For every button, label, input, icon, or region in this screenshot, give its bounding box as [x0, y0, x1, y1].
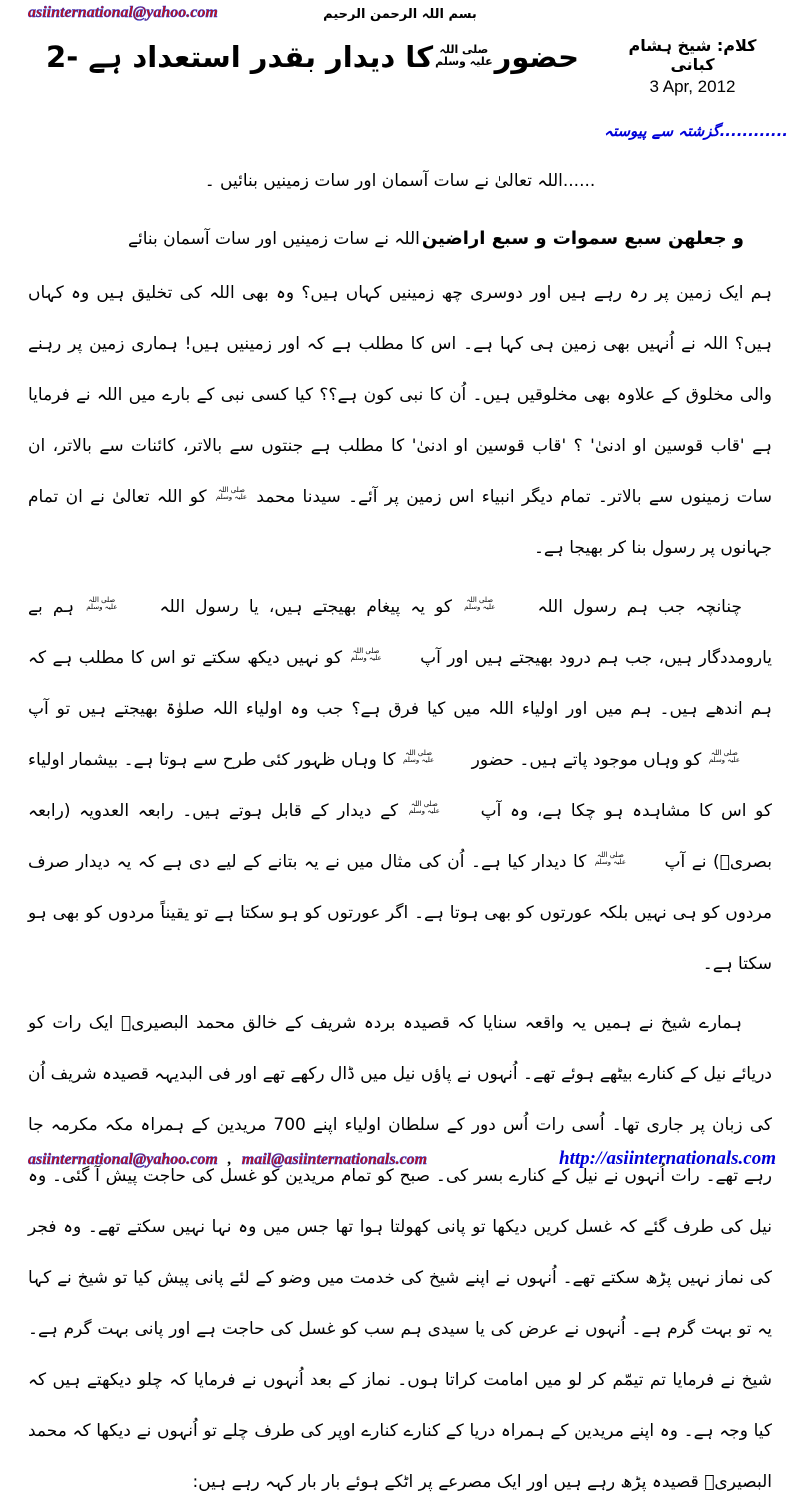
arabic-quote: و جعلهن سبع سموات و سبع اراضين: [421, 228, 744, 249]
salawat-honorific-icon: صلی اللہ علیہ وسلم: [86, 595, 118, 611]
header-email-link[interactable]: asiinternational@yahoo.com: [28, 4, 218, 21]
footer-emails: [28, 1151, 427, 1169]
page-title-pre: حضور: [494, 40, 579, 74]
footer-email-mail-link[interactable]: mail@asiinternationals.com: [241, 1151, 428, 1168]
continued-from-previous-note: ............گزشتہ سے پیوستہ: [604, 122, 788, 140]
bismillah-text: بسم اللہ الرحمن الرحیم: [323, 7, 477, 22]
quote-translation: اللہ نے سات زمینیں اور سات آسمان بنائے: [128, 229, 420, 249]
date-text: 3 Apr, 2012: [649, 77, 736, 96]
page-title: [20, 34, 605, 74]
page-title-post: کا دیدار بقدر استعداد ہے -2: [46, 40, 434, 74]
salawat-honorific-icon: صلی اللہ علیہ وسلم: [403, 748, 435, 764]
document-body: [28, 150, 772, 1508]
title-row: [20, 34, 780, 97]
paragraph-1: ہم ایک زمین پر رہ رہے ہیں اور دوسری چھ زمینیں کہاں ہیں؟ وہ بھی اللہ کی تخلیق ہیں وہ کہاں ہیں؟ اللہ نے اُنہیں بھی زمین ہی کہا ہے۔ اس کا مطلب ہے کہ اور زمینیں ہیں! ہماری زمین پر رہنے والی مخلوق کے علاوہ بھی مخلوقیں ہیں۔ اُن کا نبی کون ہے؟؟ کیا کسی نبی کے بارے میں اللہ نے فرمایا ہے 'قاب قوسین او ادنیٰ' ؟ 'قاب قوسین او ادنیٰ' کا مطلب ہے جنتوں سے بالاتر، کائنات سے بالاتر، ان سات زمینوں سے بالاتر۔ تمام دیگر انبیاء اس زمین پر آئے۔ سیدنا محمد صلی اللہ علیہ وسلم کو اللہ تعالیٰ نے ان تمام جہانوں پر رسول بنا کر بھیجا ہے۔: [28, 283, 773, 558]
salawat-honorific-icon: صلی اللہ علیہ وسلم: [350, 646, 382, 662]
author-block: [605, 34, 780, 97]
footer-website-link[interactable]: http://asiinternationals.com: [559, 1148, 776, 1169]
salawat-honorific-icon: صلی اللہ علیہ وسلم: [708, 748, 740, 764]
footer-email-yahoo-link[interactable]: asiinternational@yahoo.com: [28, 1151, 218, 1168]
salawat-honorific-icon: صلی اللہ علیہ وسلم: [464, 595, 496, 611]
salawat-honorific-icon: صلی اللہ علیہ وسلم: [594, 850, 626, 866]
footer-separator: ,: [227, 1151, 232, 1168]
paragraph-2: چنانچہ جب ہم رسول اللہ صلی اللہ علیہ وسلم کو یہ پیغام بھیجتے ہیں، یا رسول اللہ صلی اللہ علیہ وسلم ہم بے یارومددگار ہیں، جب ہم درود بھیجتے ہیں اور آپ صلی اللہ علیہ وسلم کو نہیں دیکھ سکتے تو اس کا مطلب ہے کہ ہم اندھے ہیں۔ ہم میں اور اولیاء اللہ میں کیا فرق ہے؟ جب وہ اولیاء اللہ صلوٰۃ بھیجتے ہیں تو آپ صلی اللہ علیہ وسلم کو وہاں موجود پاتے ہیں۔ حضور صلی اللہ علیہ وسلم کا وہاں ظہور کئی طرح سے ہوتا ہے۔ بیشمار اولیاء کو اس کا مشاہدہ ہو چکا ہے، وہ آپ صلی اللہ علیہ وسلم کے دیدار کے قابل ہوتے ہیں۔ رابعہ العدویہ (رابعہ بصریؒ) نے آپ صلی اللہ علیہ وسلم کا دیدار کیا ہے۔ اُن کی مثال میں نے یہ بتانے کے لیے دی ہے کہ یہ دیدار صرف مردوں کو ہی نہیں بلکہ عورتوں کو بھی ہوتا ہے۔ اگر عورتوں کو ہو سکتا ہے تو یقیناً مردوں کو بھی ہو سکتا ہے۔: [28, 595, 773, 974]
salawat-honorific-icon: صلی اللہ علیہ وسلم: [435, 43, 493, 68]
quran-quote-row: [28, 218, 772, 260]
salawat-honorific-icon: صلی اللہ علیہ وسلم: [215, 485, 248, 501]
paragraph-3: ہمارے شیخ نے ہمیں یہ واقعہ سنایا کہ قصیدہ بردہ شریف کے خالق محمد البصیریؒ ایک رات کو دریائے نیل کے کنارے بیٹھے ہوئے تھے۔ اُنہوں نے پاؤں نیل میں ڈال رکھے تھے اور فی البدیہہ قصیدہ شریف اُن کی زبان پر جاری تھا۔ اُسی رات اُس دور کے سلطان اولیاء اپنے 700 مریدین کے ہمراہ مکہ مکرمہ جا رہے تھے۔ رات اُنہوں نے نیل کے کنارے بسر کی۔ صبح کو تمام مریدین کو غسل کی حاجت پیش آ گئی۔ وہ نیل کی طرف گئے کہ غسل کریں دیکھا تو پانی کھولتا ہوا تھا جس میں وہ نہا نہیں سکتے تھے۔ وہ فجر کی نماز نہیں پڑھ سکتے تھے۔ اُنہوں نے اپنے شیخ کی خدمت میں وضو کے لئے پانی پیش کیا تو شیخ نے کہا یہ تو بہت گرم ہے۔ اُنہوں نے عرض کی یا سیدی ہم سب کو غسل کی حاجت ہے اور پانی بہت گرم ہے۔ شیخ نے فرمایا تم تیمّم کر لو میں امامت کراتا ہوں۔ نماز کے بعد اُنہوں نے فرمایا کہ چلو دیکھتے ہیں کہ کیا وجہ ہے۔ وہ اپنے مریدین کے ہمراہ دریا کے کنارے کنارے اوپر کی طرف چلے تو اُنہوں نے دیکھا کہ محمد البصیریؒ قصیدہ پڑھ رہے ہیں اور ایک مصرعے پر اٹکے ہوئے بار بار کہہ رہے ہیں:: [28, 1013, 772, 1492]
opening-line: ......اللہ تعالیٰ نے سات آسمان اور سات زمینیں بنائیں ۔: [204, 171, 596, 191]
footer: [28, 1148, 776, 1170]
author-line: کلام: شیخ ہشام کبانی: [628, 36, 757, 74]
salawat-honorific-icon: صلی اللہ علیہ وسلم: [408, 799, 440, 815]
